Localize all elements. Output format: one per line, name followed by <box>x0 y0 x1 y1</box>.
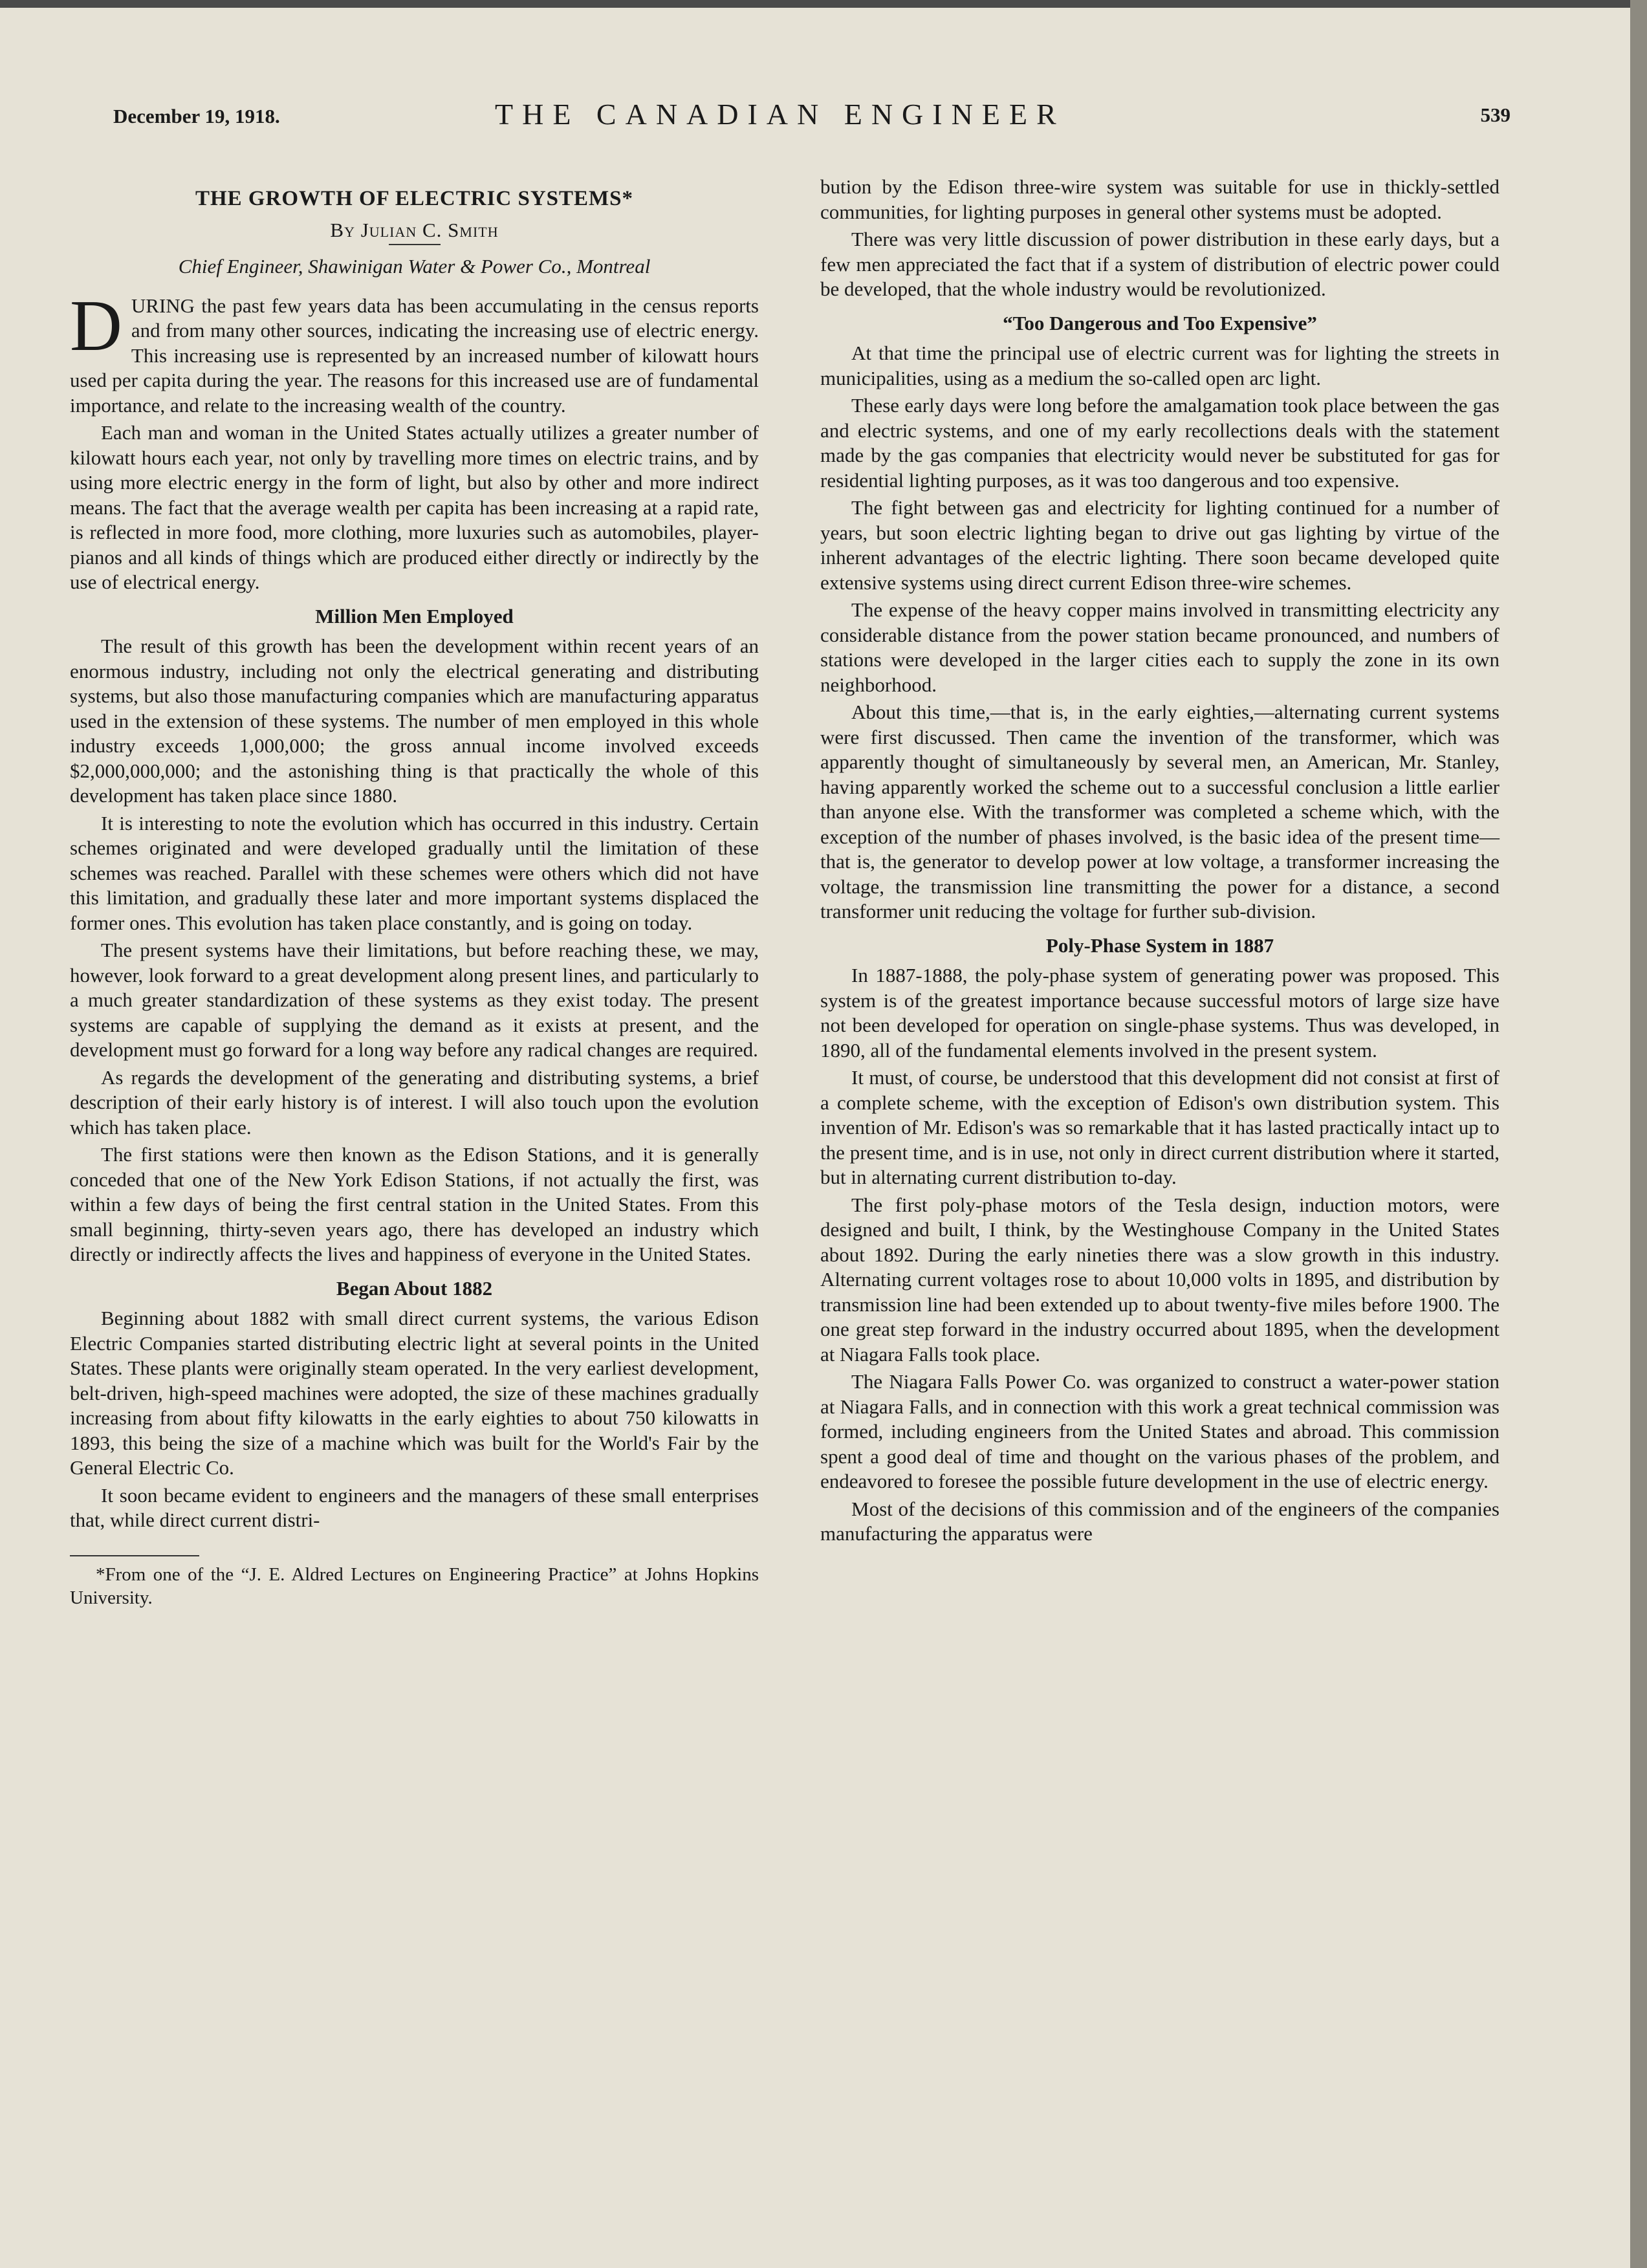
author-byline: By Julian C. Smith <box>330 218 499 241</box>
paragraph: Most of the decisions of this commission and of the engineers of the companies manufacturing the apparatus were <box>820 1497 1500 1545</box>
subheading: Million Men Employed <box>315 604 514 627</box>
paragraph: The first stations were then known as the Edison Stations, and it is generally conceded that one of the New York Edison Stations, if not actually the first, was within a few days of being the first central station in the United States. From this small beginning, thirty-seven years ago, there has developed an industry which directly or indirectly affects the lives and happiness of everyone in the United States. <box>70 1143 759 1265</box>
left-column <box>70 175 759 1612</box>
paragraph: It must, of course, be understood that this development did not consist at first of a complete scheme, with the exception of Edison's own distribution system. This invention of Mr. Edison's was so remarkable that it has lasted practically intact up to the present time, and is in use, not only in direct current distribution where it started, but in alternating current distribution to-day. <box>820 1066 1500 1188</box>
author-affiliation: Chief Engineer, Shawinigan Water & Power Co., Montreal <box>178 255 651 278</box>
paragraph: bution by the Edison three-wire system was suitable for use in thickly-settled communities, for lighting purposes in general other systems must be adopted. <box>820 175 1500 223</box>
footnote: *From one of the “J. E. Aldred Lectures on Engineering Practice” at Johns Hopkins University. <box>70 1564 759 1608</box>
paragraph: The present systems have their limitations, but before reaching these, we may, however, look forward to a great development along present lines, and particularly to a much greater standardization of these systems as they exist today. The present systems are capable of supplying the demand as it exists at present, and the development must go forward for a long way before any radical changes are required. <box>70 939 759 1061</box>
title-rule <box>389 244 441 245</box>
subheading: Began About 1882 <box>336 1276 493 1300</box>
paragraph: It soon became evident to engineers and the managers of these small enterprises that, while direct current distri- <box>70 1483 759 1531</box>
masthead: THE CANADIAN ENGINEER <box>495 98 1065 131</box>
paragraph: As regards the development of the generating and distributing systems, a brief description of their early history is of interest. I will also touch upon the evolution which has taken place. <box>70 1065 759 1139</box>
right-column <box>820 175 1500 1549</box>
paragraph: The fight between gas and electricity for lighting continued for a number of years, but soon electric lighting began to drive out gas lighting by virtue of the inherent advantages of the electric lighting. There soon became developed quite extensive systems using direct current Edison three-wire schemes. <box>820 496 1500 594</box>
paragraph: It is interesting to note the evolution which has occurred in this industry. Certain schemes originated and were developed gradually until the limitation of these schemes was reached. Parallel with these schemes were others which did not have this limitation, and gradually these later and more important systems displaced the former ones. This evolution has taken place constantly, and is going on today. <box>70 811 759 934</box>
issue-date: December 19, 1918. <box>113 105 280 127</box>
subheading: “Too Dangerous and Too Expensive” <box>1003 311 1317 334</box>
right-edge <box>1630 0 1647 2268</box>
page-header <box>113 97 1511 136</box>
paragraph: The Niagara Falls Power Co. was organized to construct a water-power station at Niagara Falls, and in connection with this work a great technical commission was formed, including engineers from the United States and abroad. This commission spent a good deal of time and thought on the various phases of the problem, and endeavored to foresee the possible future development in the use of electric energy. <box>820 1370 1500 1492</box>
paragraph: In 1887-1888, the poly-phase system of generating power was proposed. This system is of the greatest importance because successful motors of large size have not been developed for operation on single-phase systems. Thus was developed, in 1890, all of the fundamental elements involved in the present system. <box>820 964 1500 1062</box>
paragraph: DURING the past few years data has been accumulating in the census reports and from many other sources, indicating the increasing use of electric energy. This increasing use is represented by an increased number of kilowatt hours used per capita during the year. The reasons for this increased use are of fundamental importance, and relate to the increasing wealth of the country. <box>70 285 759 417</box>
paragraph: The first poly-phase motors of the Tesla design, induction motors, were designed and built, I think, by the Westinghouse Company in the United States about 1892. During the early nineties there was a slow growth in this industry. Alternating current voltages rose to about 10,000 volts in 1895, and distribution by transmission line had been extended up to about twenty-five miles before 1900. The one great step forward in the industry occurred about 1895, when the development at Niagara Falls took place. <box>820 1193 1500 1366</box>
paragraph: About this time,—that is, in the early eighties,—alternating current systems were first discussed. Then came the invention of the transformer, which was apparently thought of simultaneously by several men, an American, Mr. Stanley, having apparently worked the scheme out to a successful conclusion a little earlier than anyone else. With the transformer was completed a scheme which, with the exception of the number of phases involved, is the basic idea of the present time—that is, the generator to develop power at low voltage, a transformer increasing the voltage, the transmission line transmitting the power for a distance, a second transformer unit reducing the voltage for further sub-division. <box>820 701 1500 922</box>
subheading: Poly-Phase System in 1887 <box>1045 933 1274 957</box>
footnote-rule <box>70 1555 199 1556</box>
paragraph: The expense of the heavy copper mains involved in transmitting electricity any considerable distance from the power station became pronounced, and numbers of stations were developed in the larger cities each to supply the zone in its own neighborhood. <box>820 598 1500 696</box>
paragraph: The result of this growth has been the development within recent years of an enormous industry, including not only the electrical generating and distributing systems, but also those manufacturing companies which are manufacturing apparatus used in the extension of these systems. The number of men employed in this whole industry exceeds 1,000,000; the gross annual income involved exceeds $2,000,000,000; and the astonishing thing is that practically the whole of this development has taken place since 1880. <box>70 635 759 807</box>
paragraph: There was very little discussion of power distribution in these early days, but a few men appreciated the fact that if a system of distribution of electric power could be developed, that the whole industry would be revolutionized. <box>820 228 1500 300</box>
paragraph: Beginning about 1882 with small direct current systems, the various Edison Electric Companies started distributing electric light at several points in the United States. These plants were originally steam operated. In the very earliest development, belt-driven, high-speed machines were adopted, the size of these machines gradually increasing from about fifty kilowatts in the early eighties to about 750 kilowatts in 1893, this being the size of a machine which was built for the World's Fair by the General Electric Co. <box>70 1307 759 1479</box>
paragraph: These early days were long before the amalgamation took place between the gas and electric systems, and one of my early recollections deals with the statement made by the gas companies that electricity would never be substituted for gas for residential lighting purposes, as it was too dangerous and too expensive. <box>820 394 1500 492</box>
article-title: THE GROWTH OF ELECTRIC SYSTEMS* <box>195 187 634 210</box>
paragraph: At that time the principal use of electric current was for lighting the streets in municipalities, using as a medium the so-called open arc light. <box>820 342 1500 389</box>
page-number: 539 <box>1480 104 1511 126</box>
paragraph: Each man and woman in the United States actually utilizes a greater number of kilowatt hours each year, not only by travelling more times on electric trains, and by using more electric energy in the form of light, but also by other and more indirect means. The fact that the average wealth per capita has been increasing at a rapid rate, is reflected in more food, more clothing, more luxuries such as automobiles, player-pianos and all kinds of things which are produced either directly or indirectly by the use of electrical energy. <box>70 421 759 593</box>
drop-cap: D <box>70 285 122 366</box>
top-edge <box>0 0 1647 8</box>
